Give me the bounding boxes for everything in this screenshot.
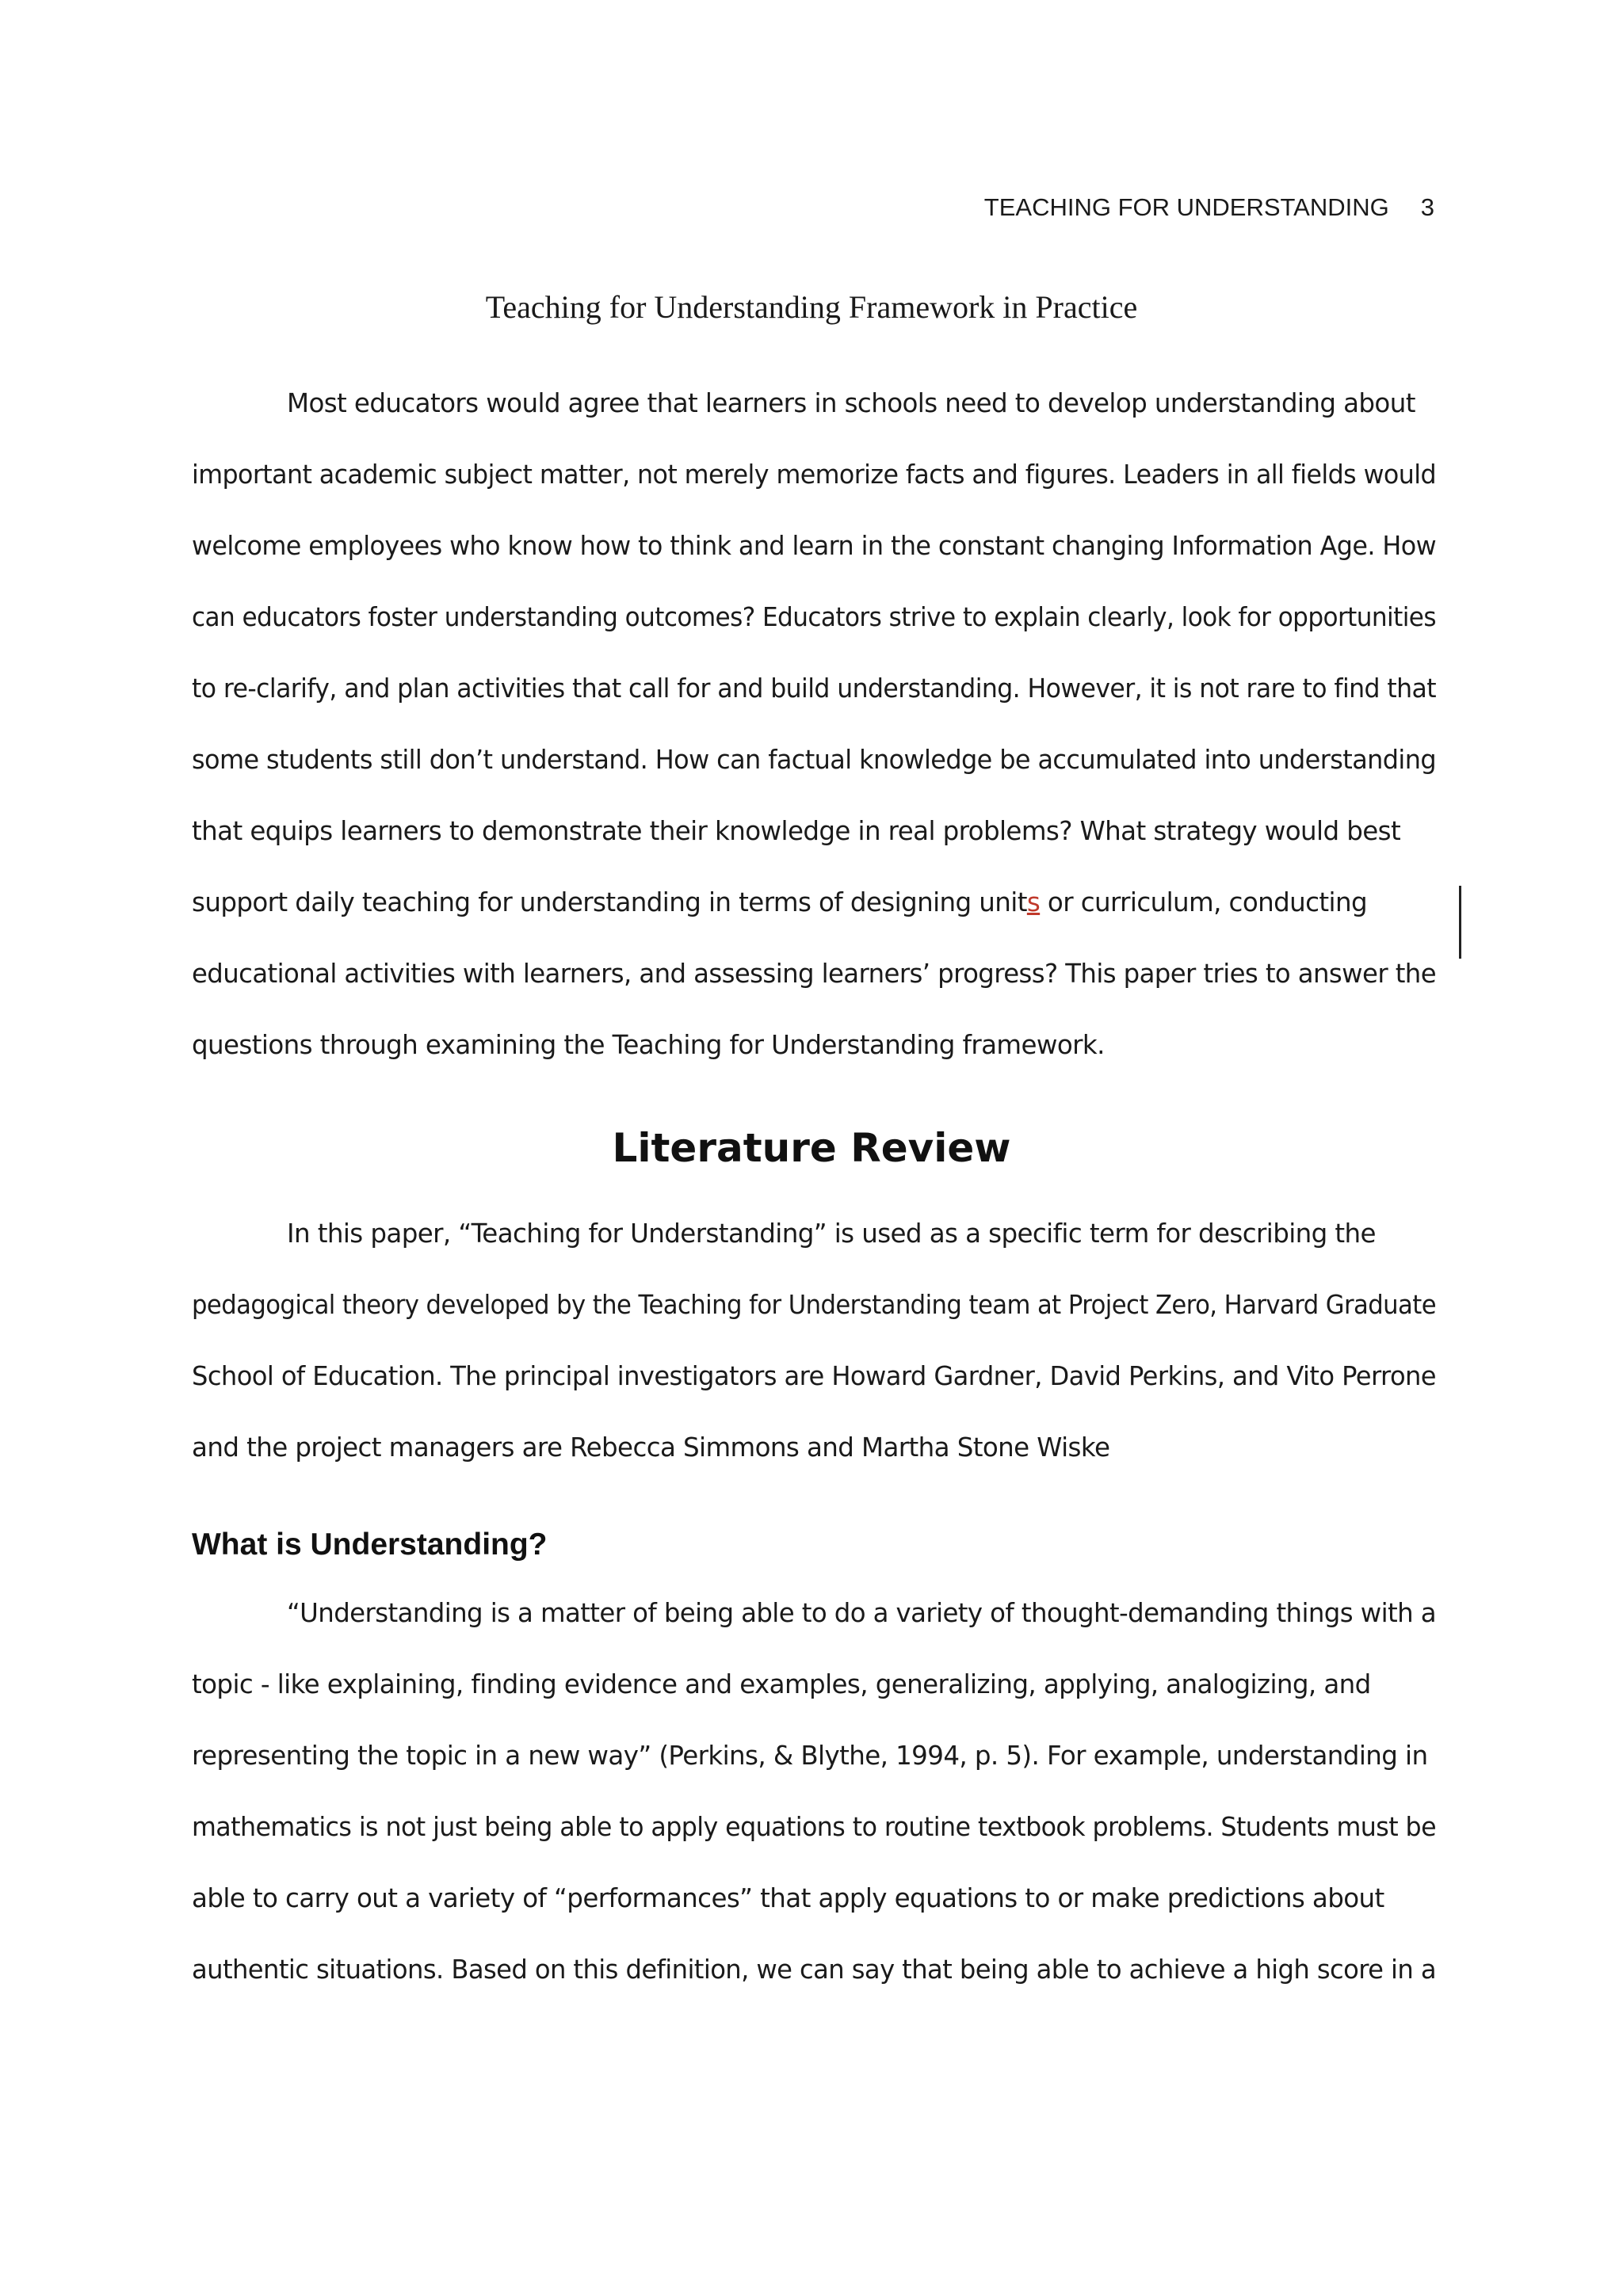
und-line-6: authentic situations. Based on this definition, we can say that being able to achieve a high score in a bbox=[192, 1955, 1436, 1985]
intro-line-5: to re-clarify, and plan activities that call for and build understanding. However, it is not rare to find that bbox=[192, 673, 1436, 704]
intro-line-4: can educators foster understanding outcomes? Educators strive to explain clearly, look for opportunities bbox=[192, 602, 1436, 632]
intro-line-9: educational activities with learners, and assessing learners’ progress? This paper tries to answer the bbox=[192, 959, 1436, 989]
intro-line-10: questions through examining the Teaching for Understanding framework. bbox=[192, 1030, 1105, 1060]
und-line-5: able to carry out a variety of “performances” that apply equations to or make predictions about bbox=[192, 1883, 1384, 1913]
und-line-2: topic - like explaining, finding evidence and examples, generalizing, applying, analogizing, and bbox=[192, 1669, 1371, 1699]
und-line-1: “Understanding is a matter of being able to do a variety of thought-demanding things with a bbox=[287, 1598, 1436, 1628]
tracked-change-insertion[interactable]: s bbox=[1026, 887, 1041, 917]
und-line-4: mathematics is not just being able to apply equations to routine textbook problems. Students must be bbox=[192, 1812, 1436, 1842]
lit-line-4: and the project managers are Rebecca Simmons and Martha Stone Wiske bbox=[192, 1432, 1110, 1463]
intro-line-1: Most educators would agree that learners in schools need to develop understanding about bbox=[287, 388, 1415, 418]
running-header bbox=[792, 193, 1434, 222]
tracked-change-bar bbox=[1459, 886, 1461, 959]
intro-line-2: important academic subject matter, not merely memorize facts and figures. Leaders in all fields would bbox=[192, 460, 1436, 490]
page-number: 3 bbox=[1420, 193, 1434, 221]
section-heading-literature-review: Literature Review bbox=[612, 1125, 1011, 1171]
lit-line-2: pedagogical theory developed by the Teaching for Understanding team at Project Zero, Harvard Graduate bbox=[192, 1290, 1436, 1320]
intro-line-8 bbox=[192, 887, 1367, 917]
intro-line-8-end: or curriculum, conducting bbox=[1040, 887, 1368, 917]
document-title: Teaching for Understanding Framework in Practice bbox=[485, 289, 1138, 325]
lit-line-3: School of Education. The principal investigators are Howard Gardner, David Perkins, and Vito Perrone bbox=[192, 1361, 1436, 1391]
lit-line-1: In this paper, “Teaching for Understanding” is used as a specific term for describing the bbox=[287, 1219, 1376, 1249]
intro-line-8-start: support daily teaching for understanding in terms of designing unit bbox=[192, 887, 1027, 917]
intro-line-3: welcome employees who know how to think and learn in the constant changing Information Age. How bbox=[192, 531, 1436, 561]
intro-line-6: some students still don’t understand. How can factual knowledge be accumulated into understanding bbox=[192, 745, 1436, 775]
intro-line-7: that equips learners to demonstrate their knowledge in real problems? What strategy would best bbox=[192, 816, 1401, 846]
und-line-3: representing the topic in a new way” (Perkins, & Blythe, 1994, p. 5). For example, understanding in bbox=[192, 1741, 1428, 1771]
running-head-title: TEACHING FOR UNDERSTANDING bbox=[983, 193, 1389, 221]
subheading-what-is-understanding: What is Understanding? bbox=[192, 1527, 548, 1562]
